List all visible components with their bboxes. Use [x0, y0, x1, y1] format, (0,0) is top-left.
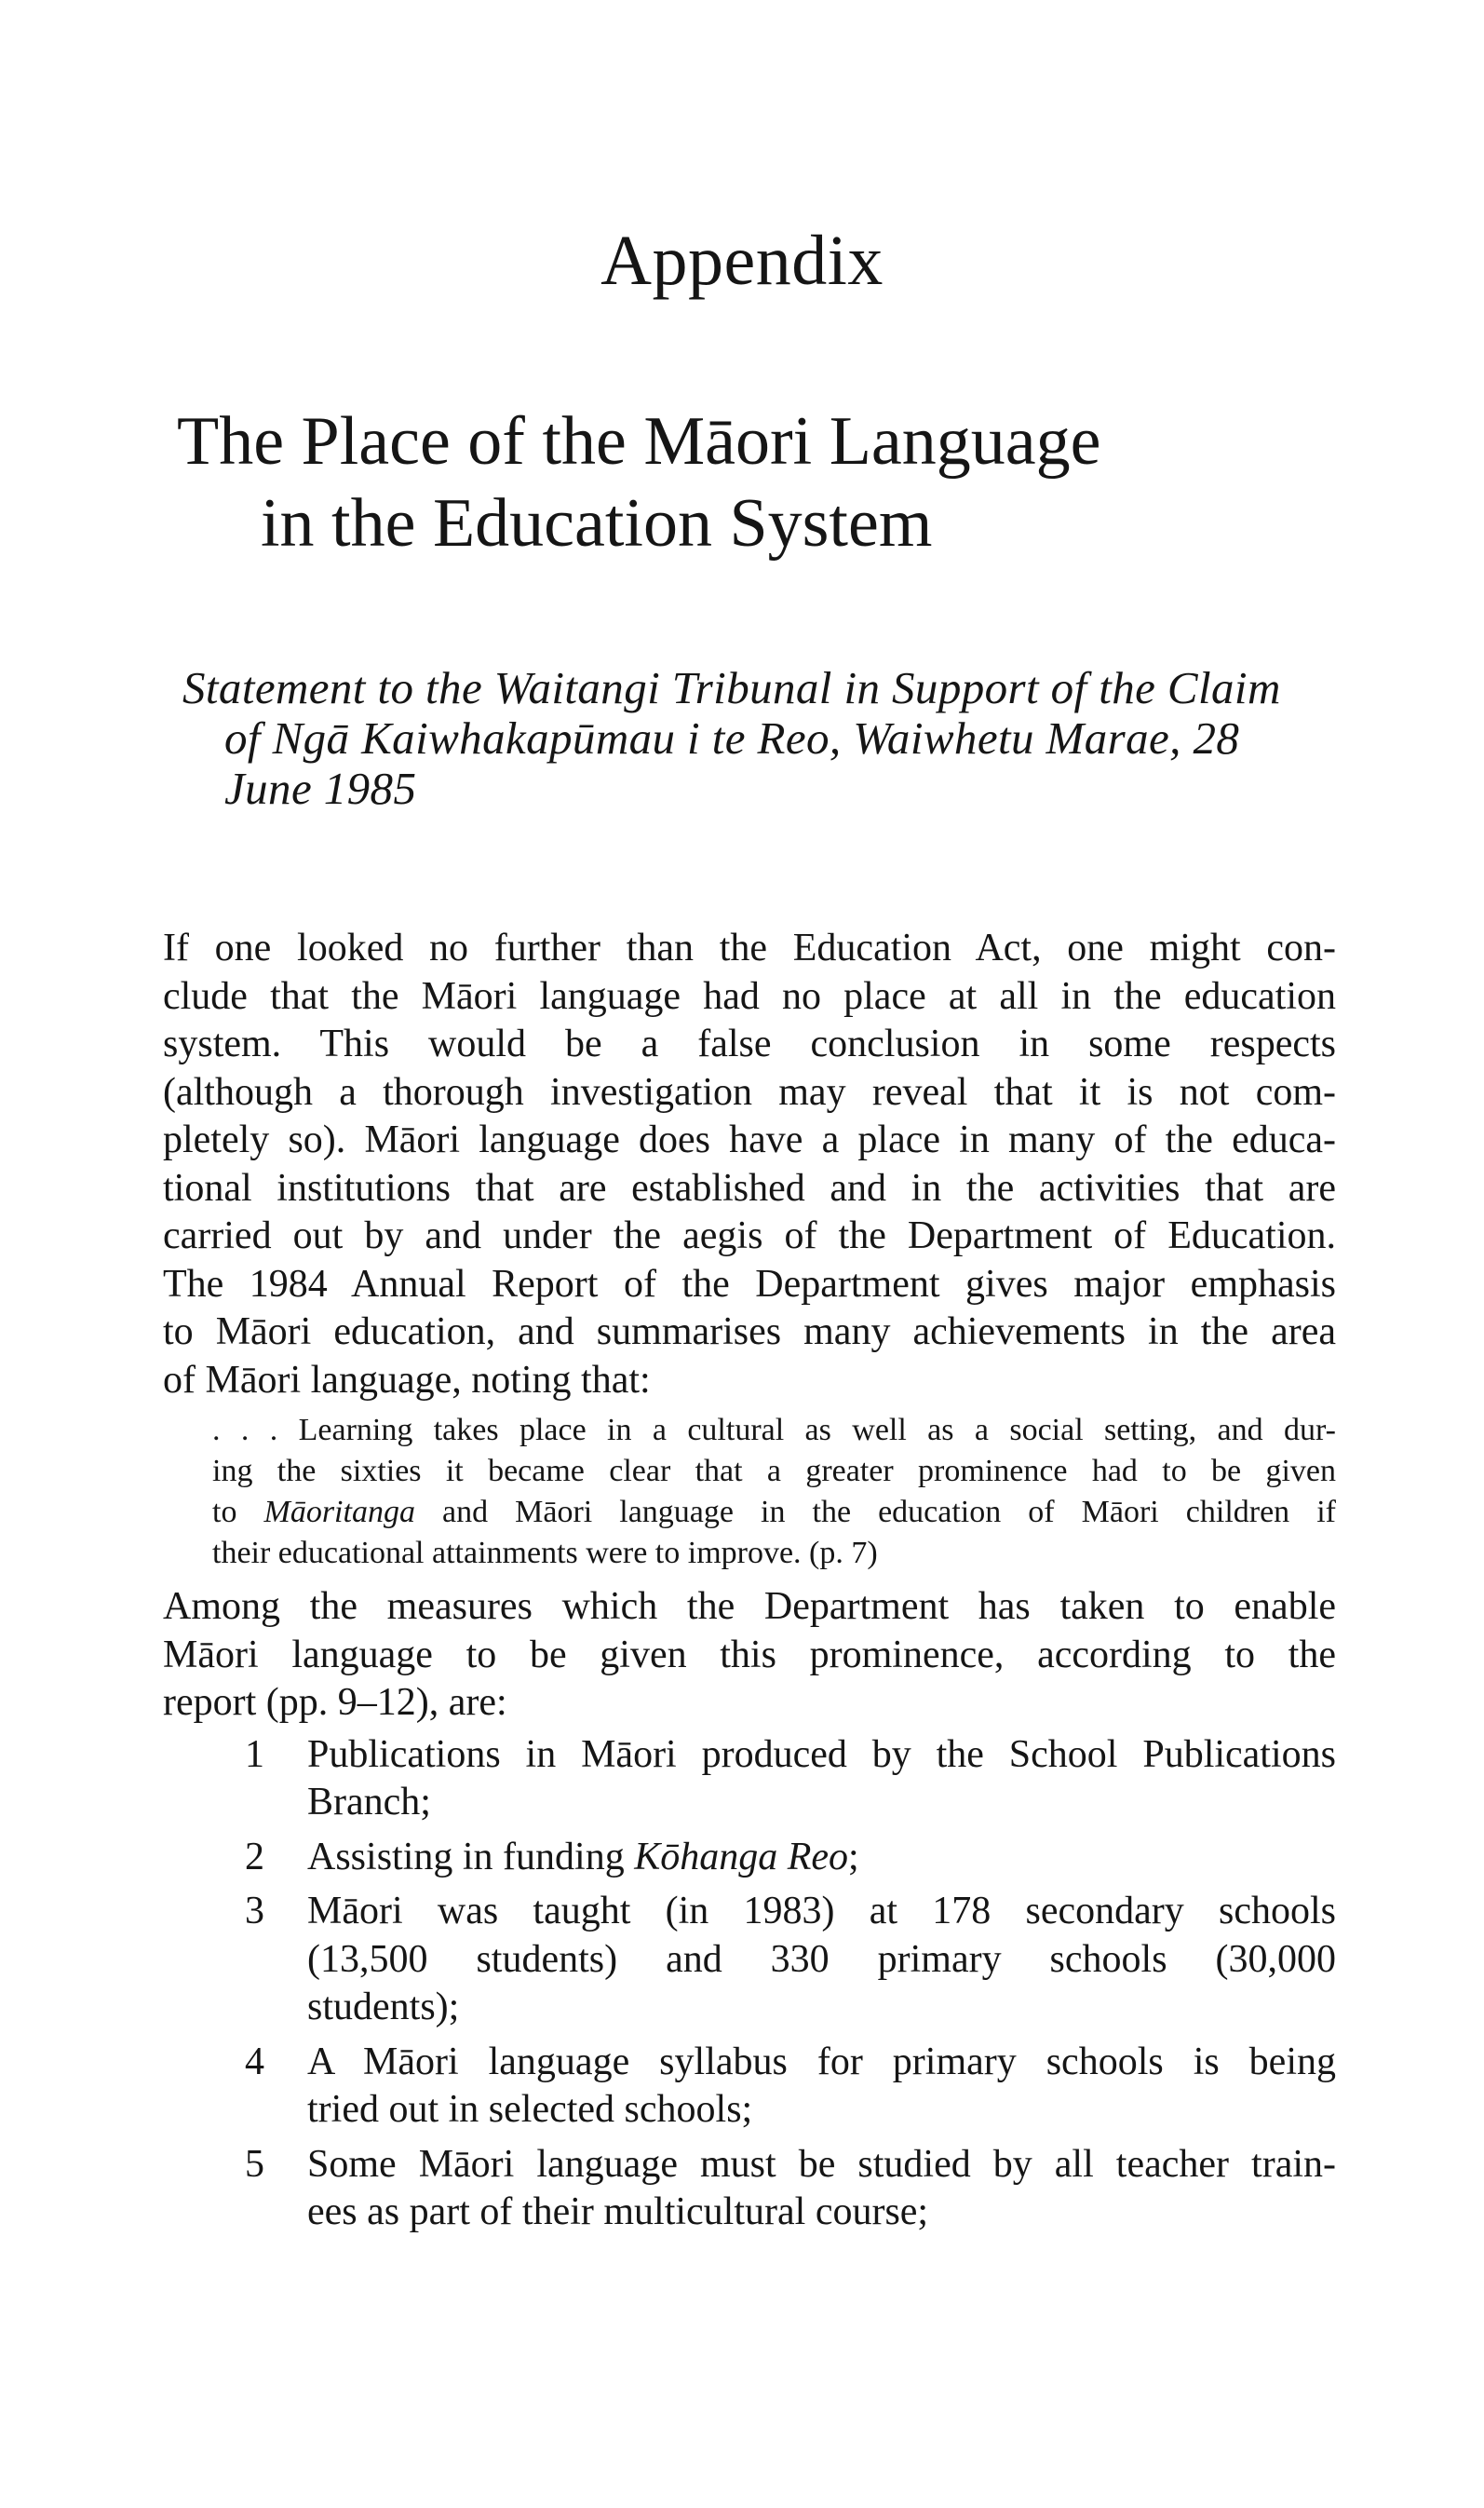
measures-list	[163, 1731, 1336, 2237]
list-item	[163, 2039, 1336, 2135]
paragraph-line: carried out by and under the aegis of the Department of Education.	[163, 1214, 1336, 1257]
list-number: 4	[245, 2040, 264, 2083]
quote-line	[212, 1492, 1336, 1533]
list-number: 1	[245, 1732, 264, 1776]
statement-subtitle	[182, 663, 1365, 814]
list-item	[163, 1834, 1336, 1882]
list-line: students);	[307, 1986, 460, 2028]
kohanga-reo-term: Kōhanga Reo	[634, 1835, 849, 1878]
list-text: Assisting in funding	[307, 1835, 635, 1878]
list-text: ;	[848, 1835, 859, 1878]
maoritanga-term: Māoritanga	[263, 1495, 415, 1529]
report-quote	[212, 1410, 1336, 1574]
paragraph-line: Among the measures which the Department has taken to enable	[163, 1585, 1336, 1628]
list-line: (13,500 students) and 330 primary schools (30,000	[307, 1937, 1336, 1981]
list-line: Māori was taught (in 1983) at 178 secondary schools	[307, 1890, 1336, 1932]
list-item	[163, 1888, 1336, 2032]
quote-text: to	[212, 1495, 264, 1529]
list-line: Branch;	[307, 1781, 431, 1823]
appendix-heading: Appendix	[600, 222, 884, 300]
paragraph-line: Māori language to be given this prominence, according to the	[163, 1633, 1336, 1676]
chapter-title-line-1: The Place of the Māori Language	[177, 403, 1101, 480]
chapter-title-line-2: in the Education System	[261, 485, 933, 562]
paragraph-line: If one looked no further than the Education Act, one might con-	[163, 927, 1336, 969]
paragraph-line: system. This would be a false conclusion in some respects	[163, 1023, 1336, 1065]
list-line: Some Māori language must be studied by all teacher train-	[307, 2142, 1336, 2186]
list-item	[163, 1731, 1336, 1827]
subtitle-line-2: of Ngā Kaiwhakapūmau i te Reo, Waiwhetu Marae, 28	[224, 712, 1240, 764]
subtitle-line-1: Statement to the Waitangi Tribunal in Support of the Claim	[182, 662, 1281, 713]
paragraph-line: pletely so). Māori language does have a place in many of the educa-	[163, 1118, 1336, 1161]
list-line: tried out in selected schools;	[307, 2088, 753, 2131]
list-line	[307, 1834, 1336, 1882]
paragraph-line: clude that the Māori language had no place at all in the education	[163, 974, 1336, 1018]
paragraph-line: report (pp. 9–12), are:	[163, 1681, 507, 1724]
paragraph-line: of Māori language, noting that:	[163, 1358, 651, 1402]
paragraph-measures	[163, 1583, 1336, 1728]
quote-line: . . . Learning takes place in a cultural as well as a social setting, and dur-	[212, 1413, 1336, 1447]
subtitle-line-3: June 1985	[224, 763, 417, 814]
list-number: 2	[245, 1835, 264, 1878]
quote-line: ing the sixties it became clear that a greater prominence had to be given	[212, 1454, 1336, 1488]
quote-text: and Māori language in the education of Māori children if	[414, 1495, 1336, 1529]
chapter-title	[177, 400, 1341, 564]
list-number: 5	[245, 2142, 264, 2186]
paragraph-line: The 1984 Annual Report of the Department gives major emphasis	[163, 1262, 1336, 1306]
list-line: A Māori language syllabus for primary schools is being	[307, 2040, 1336, 2083]
list-item	[163, 2141, 1336, 2237]
paragraph-line: tional institutions that are established and in the activities that are	[163, 1166, 1336, 1210]
quote-line: their educational attainments were to improve. (p. 7)	[212, 1536, 878, 1570]
paragraph-intro	[163, 925, 1336, 1404]
list-line: Publications in Māori produced by the School Publications	[307, 1732, 1336, 1776]
body-text	[163, 925, 1336, 2244]
list-number: 3	[245, 1890, 264, 1932]
paragraph-line: (although a thorough investigation may reveal that it is not com-	[163, 1070, 1336, 1114]
paragraph-line: to Māori education, and summarises many achievements in the area	[163, 1310, 1336, 1353]
list-line: ees as part of their multicultural course;	[307, 2190, 929, 2233]
